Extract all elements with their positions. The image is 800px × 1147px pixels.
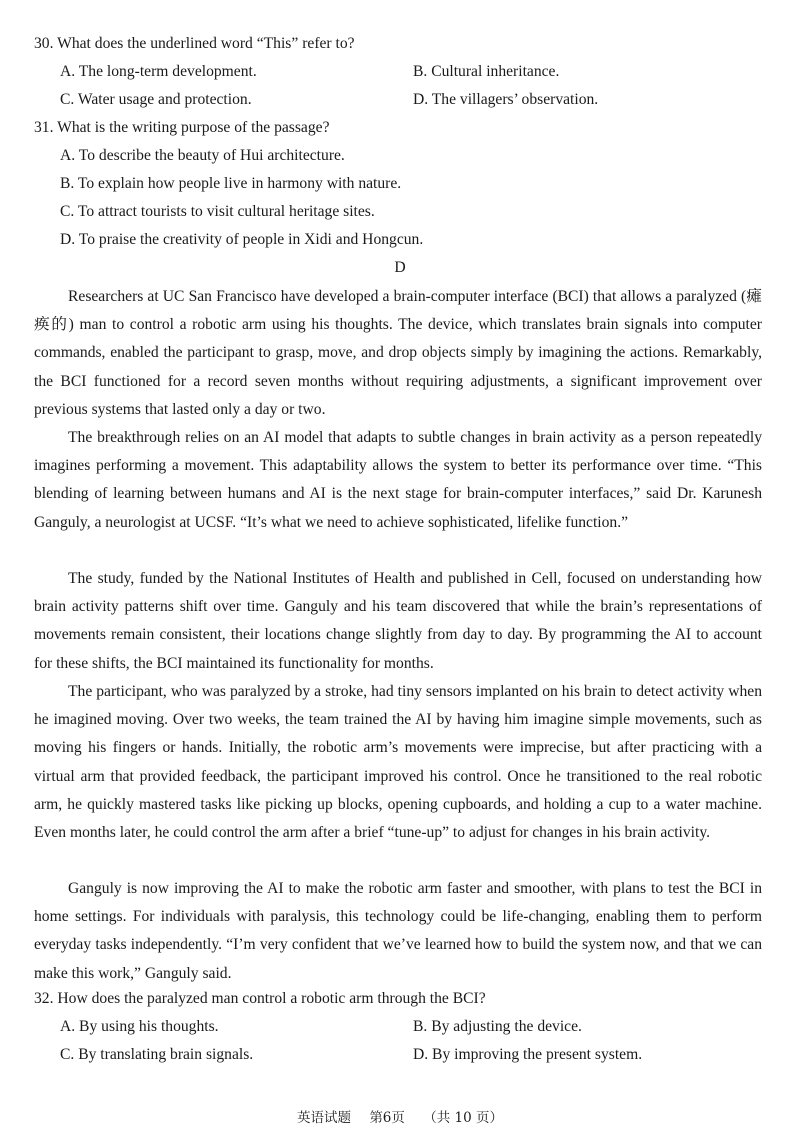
question-32-option-b: B. By adjusting the device. [413,1018,582,1035]
question-31-stem: 31. What is the writing purpose of the passage? [34,119,330,136]
passage-paragraph-1: Researchers at UC San Francisco have developed a brain-computer interface (BCI) that allows a paralyzed (瘫痪的) man to control a robotic arm using his thoughts. The device, which translates brain signals into computer commands, enabled the participant to grasp, move, and drop objects simply by imagining the actions. Remarkably, the BCI functioned for a record seven months without requiring adjustments, a significant improvement over previous systems that lasted only a day or two. [34,288,762,418]
page-footer [0,1109,800,1127]
question-31-option-b: B. To explain how people live in harmony with nature. [60,175,402,192]
question-30-option-d: D. The villagers’ observation. [413,91,599,108]
passage-paragraph-4: The participant, who was paralyzed by a stroke, had tiny sensors implanted on his brain to detect activity when he imagined moving. Over two weeks, the team trained the AI by having him imagine simple movements, such as moving his fingers or hands. Initially, the robotic arm’s movements were imprecise, but after practicing with a virtual arm that provided feedback, the participant improved his control. Once he transitioned to the real robotic arm, he quickly mastered tasks like picking up blocks, opening cupboards, and holding a cup to a water machine. Even months later, he could control the arm after a brief “tune-up” to adjust for changes in his brain activity. [34,683,762,842]
passage-paragraph-3: The study, funded by the National Institutes of Health and published in Cell, focused on understanding how brain activity patterns shift over time. Ganguly and his team discovered that while the brain’s representations of movements remain consistent, their locations change slightly from day to day. By programming the AI to account for these shifts, the BCI maintained its functionality for months. [34,570,762,672]
question-30-option-c: C. Water usage and protection. [60,91,252,108]
footer-page-number: 第6页 [369,1110,405,1126]
question-30-option-b: B. Cultural inheritance. [413,63,560,80]
question-32-option-d: D. By improving the present system. [413,1046,643,1063]
passage-paragraph-2: The breakthrough relies on an AI model that adapts to subtle changes in brain activity as a person repeatedly imagines performing a movement. This adaptability allows the system to better its performance over time. “This blending of learning between humans and AI is the next stage for brain-computer interfaces,” said Dr. Karunesh Ganguly, a neurologist at UCSF. “It’s what we need to achieve sophisticated, lifelike function.” [34,429,762,531]
passage-paragraph-5: Ganguly is now improving the AI to make the robotic arm faster and smoother, with plans to test the BCI in home settings. For individuals with paralysis, this technology could be life-changing, enabling them to perform everyday tasks independently. “I’m very confident that we’ve learned how to build the system now, and that we can make this work,” Ganguly said. [34,880,762,982]
question-31-option-a: A. To describe the beauty of Hui architecture. [60,147,345,164]
question-30-option-a: A. The long-term development. [60,63,257,80]
footer-subject: 英语试题 [297,1110,352,1126]
question-32-option-c: C. By translating brain signals. [60,1046,254,1063]
question-31-option-d: D. To praise the creativity of people in Xidi and Hongcun. [60,231,424,248]
question-32-stem: 32. How does the paralyzed man control a robotic arm through the BCI? [34,990,486,1007]
footer-page-total: （共 10 页） [423,1110,503,1126]
question-30-stem: 30. What does the underlined word “This” refer to? [34,35,355,52]
question-31-option-c: C. To attract tourists to visit cultural heritage sites. [60,203,375,220]
question-32-option-a: A. By using his thoughts. [60,1018,219,1035]
passage-letter: D [394,259,406,276]
